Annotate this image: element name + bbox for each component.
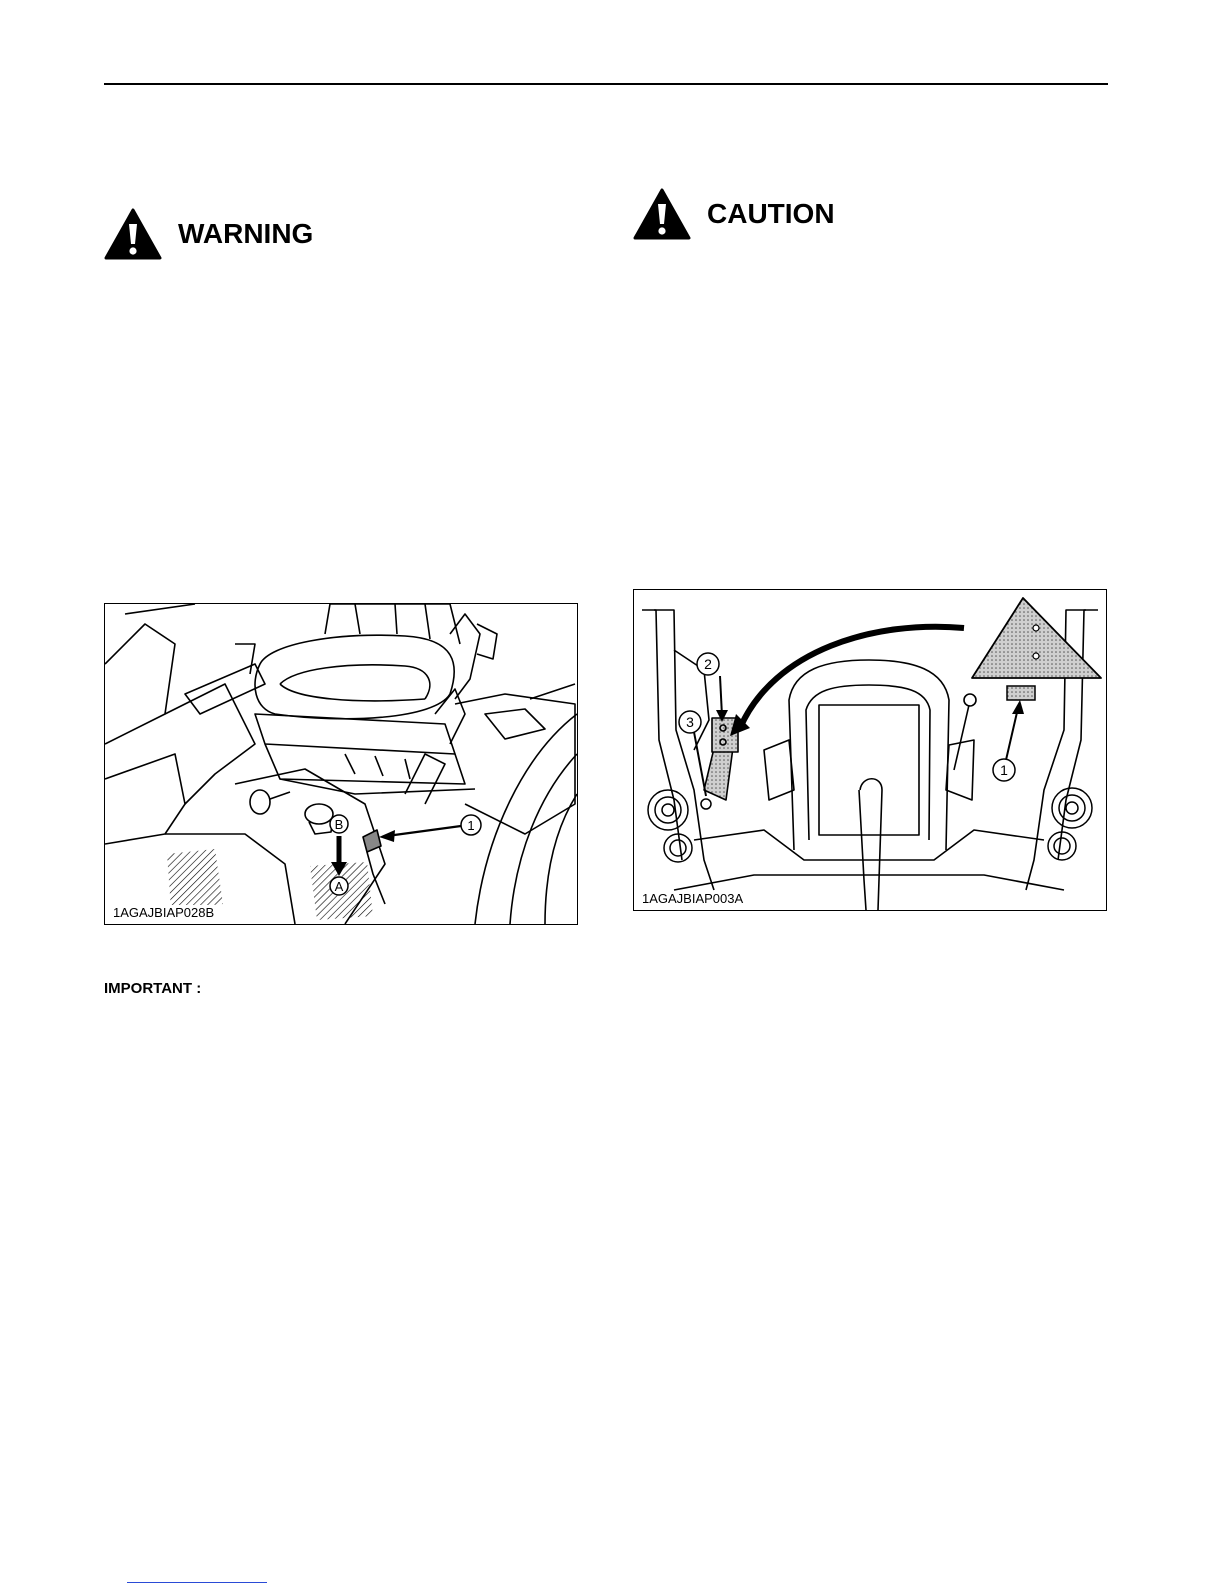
warning-label: WARNING (178, 218, 314, 249)
figure-code: 1AGAJBIAP028B (113, 905, 215, 920)
figure-code: 1AGAJBIAP003A (642, 891, 744, 906)
callout-b-label: B (334, 817, 344, 832)
exclamation-triangle-icon (633, 188, 691, 240)
exclamation-triangle-icon (104, 208, 162, 260)
footer-link-underline[interactable] (127, 1582, 267, 1583)
header-rule (104, 83, 1108, 85)
callout-3-label: 3 (686, 714, 694, 730)
caution-heading (633, 188, 835, 240)
seat-adjustment-figure (104, 603, 578, 925)
seat-adjustment-illustration (105, 604, 577, 924)
smv-emblem-illustration (634, 590, 1106, 910)
callout-1-label: 1 (1000, 762, 1008, 778)
important-label: IMPORTANT : (104, 980, 202, 997)
caution-label: CAUTION (707, 198, 835, 229)
callout-a-label: A (334, 879, 344, 894)
callout-2-label: 2 (704, 656, 712, 672)
warning-heading (104, 208, 313, 260)
callout-1-label: 1 (467, 818, 475, 833)
smv-emblem-figure (633, 589, 1107, 911)
